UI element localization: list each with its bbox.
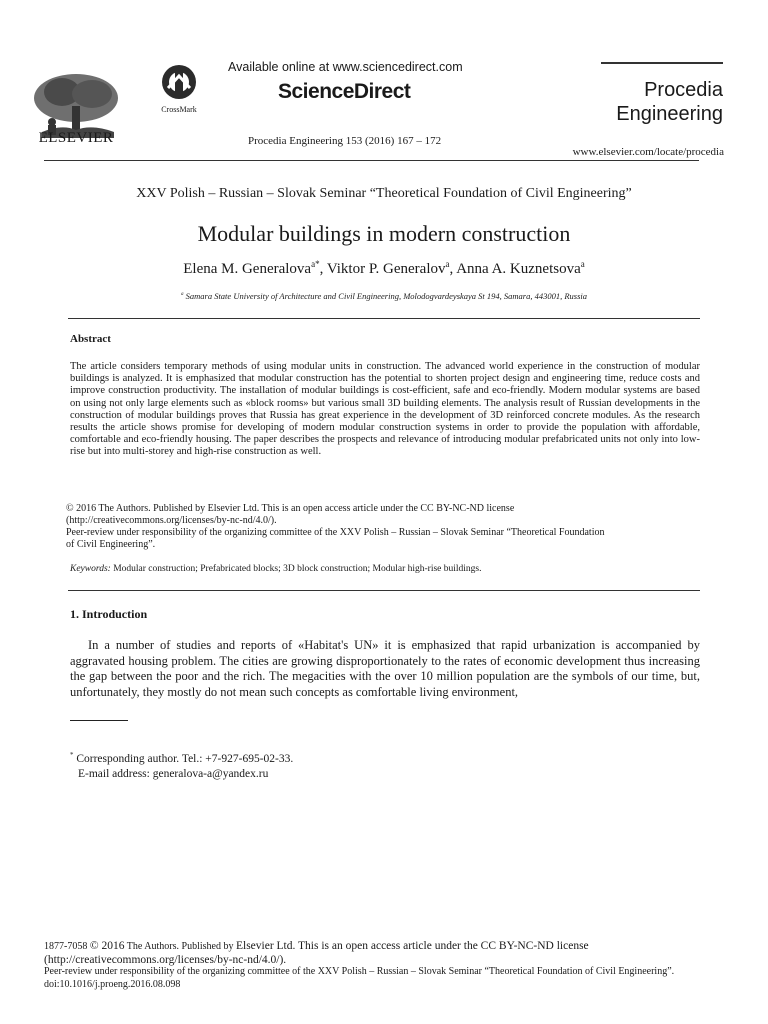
section-heading: 1. Introduction (70, 607, 148, 621)
author-affiliation-mark: a* (311, 259, 320, 269)
issn: 1877-7058 (44, 941, 88, 952)
footnote-email[interactable]: E-mail address: generalova-a@yandex.ru (78, 768, 269, 780)
footer-copyright-year: © 2016 (89, 940, 125, 952)
footnote-corresponding-author (70, 752, 293, 765)
affiliation-mark: a (180, 291, 184, 298)
affiliation (0, 291, 768, 301)
available-online-text: Available online at www.sciencedirect.com (228, 60, 463, 74)
seminar-name: XXV Polish – Russian – Slovak Seminar “Theoretical Foundation of Civil Engineering” (136, 186, 632, 201)
sciencedirect-logo: ScienceDirect (278, 80, 411, 103)
author-affiliation-mark: a (445, 259, 450, 269)
author-name: Viktor P. Generalov (326, 261, 446, 277)
author-name: Anna A. Kuznetsova (456, 261, 581, 277)
footer-license-link[interactable]: (http://creativecommons.org/licenses/by-nc-nd/4.0/). (44, 953, 287, 966)
peer-review-line: Peer-review under responsibility of the organizing committee of the XXV Polish – Russian – Slovak Seminar “Theoretical Foundation (66, 527, 605, 538)
footer-copyright-text: The Authors. Published by (126, 941, 234, 952)
footer-peer-review: Peer-review under responsibility of the organizing committee of the XXV Polish – Russian – Slovak Seminar “Theoretical Foundation of Civil Engineering”. (44, 966, 675, 977)
footnote-divider (70, 720, 128, 721)
copyright-line: © 2016 The Authors. Published by Elsevier Ltd. This is an open access article under the CC BY-NC-ND license (66, 503, 515, 514)
footnote-mark: * (70, 752, 74, 759)
journal-title-line-1: Procedia (644, 79, 723, 101)
author-list: Elena M. Generalova$^{a*}$, Viktor P. Generalov$^a$, Anna A. Kuznetsova$^a$ (183, 259, 585, 277)
journal-reference: Procedia Engineering 153 (2016) 167 – 172 (248, 135, 442, 147)
keywords-text: Modular construction; Prefabricated blocks; 3D block construction; Modular high-rise buildings. (113, 564, 482, 574)
footer-copyright-line (44, 940, 734, 954)
footer-copyright-text: Elsevier Ltd. This is an open access article under the CC BY-NC-ND license (235, 940, 589, 952)
intro-paragraph: In a number of studies and reports of «Habitat's UN» it is emphasized that rapid urbanization is accompanied by aggravated housing problem. The cities are growing disproportionately to the rates of economic development thus increasing the gap between the poor and the rich. The megacities with the over 10 million population are the symbols of our time, but, unfortunately, they mostly do not mean such concepts as comfortable living environment, (70, 638, 700, 699)
author-name: Elena M. Generalova (183, 261, 312, 277)
crossmark-badge[interactable] (154, 62, 204, 112)
affiliation-text: Samara State University of Architecture and Civil Engineering, Molodogvardeyskaya St 194, Samara, 443001, Russia (185, 291, 588, 301)
journal-url-link[interactable]: www.elsevier.com/locate/procedia (572, 146, 724, 158)
publisher-wordmark: ELSEVIER (38, 130, 114, 146)
license-link[interactable]: (http://creativecommons.org/licenses/by-nc-nd/4.0/). (66, 515, 277, 526)
abstract-top-divider (68, 318, 700, 319)
peer-review-line: of Civil Engineering”. (66, 539, 156, 550)
abstract-bottom-divider (68, 590, 700, 591)
page-footer (44, 940, 734, 991)
abstract-heading: Abstract (70, 333, 111, 345)
journal-title (601, 78, 723, 126)
crossmark-icon (154, 62, 204, 102)
keywords-label: Keywords: (70, 564, 111, 574)
article-title: Modular buildings in modern construction (197, 221, 571, 246)
abstract-text: The article considers temporary methods of using modular units in construction. The advanced world experience in the construction of modular buildings is analyzed. It is emphasized that modular construction has the potential to shorten project design and engineering time, reduce costs and improve construction productivity. The installation of modular buildings is cost-efficient, safe and eco-friendly. Modern modular systems are based on using not only large elements such as «block rooms» but various small 3D building elements. The analysis result of Russian developments in the construction of modular buildings proves that Russia has great experience in the development of 3D reinforced concrete modules. As the research results the article shows promise for developing of modern modular construction systems in order to provide the population with affordable, comfortable and eco-friendly housing. The paper describes the prospects and relevance of introducing modular prefabricated units not only into low-rise but into multi-storey and high-rise construction as well. (70, 361, 700, 458)
header-divider (44, 160, 699, 161)
footnote-phone: Corresponding author. Tel.: +7-927-695-02-33. (76, 752, 294, 765)
journal-title-line-2: Engineering (616, 103, 723, 125)
author-affiliation-mark: a (580, 259, 585, 269)
crossmark-label: CrossMark (161, 105, 197, 114)
copyright-notice (66, 503, 702, 551)
doi[interactable]: doi:10.1016/j.proeng.2016.08.098 (44, 978, 181, 990)
keywords (70, 564, 700, 574)
